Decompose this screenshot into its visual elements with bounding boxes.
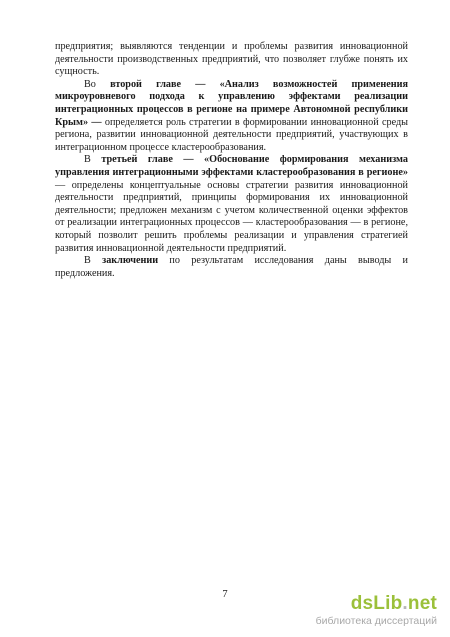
paragraph-text: — определены концептуальные основы стратегии развития инновационной деятельности предприятий, принципы формирования их инновационной деятельности; предложен механизм с учетом количественной оценки эффектов от реализации интеграционных процессов — кластерообразования — в регионе, который позволит решить проблемы реализации и управления стратегией развития инновационной деятельности предприятий. — [55, 179, 408, 254]
paragraph-chapter-three — [55, 154, 408, 255]
dslib-watermark — [317, 594, 437, 630]
chapter-two-title: второй главе — «Анализ возможностей применения микроуровневого подхода к управлению эффектами реализации интеграционных процессов в регионе на примере Автономной республики Крым» — — [55, 78, 408, 128]
document-body — [55, 41, 408, 280]
paragraph-text: Во — [84, 78, 111, 90]
paragraph-text: по результатам исследования даны выводы и предложения. — [55, 255, 409, 279]
paragraph-text: предприятия; выявляются тенденции и проблемы развития инновационной деятельности производственных предприятий, что позволяет глубже понять их сущность. — [55, 41, 408, 78]
page-number: 7 — [222, 589, 228, 600]
watermark-subtitle: библиотека диссертаций — [315, 615, 437, 627]
paragraph-text: В — [84, 255, 103, 267]
paragraph-intro-continuation — [55, 41, 408, 79]
paragraph-chapter-two — [55, 79, 408, 155]
paragraph-conclusion — [55, 255, 408, 280]
logo-main-text: dsLib — [350, 593, 403, 614]
chapter-three-title: третьей главе — «Обоснование формирования механизма управления интеграционными эффектами кластерообразования в регионе» — [55, 154, 409, 178]
logo-dot: . — [402, 593, 408, 614]
paragraph-text: определяется роль стратегии в формировании инновационной среды региона, развитии инновационной деятельности предприятий, участвующих в интеграционном процессе кластерообразования. — [55, 116, 408, 153]
watermark-logo — [351, 594, 437, 614]
logo-tld-text: net — [407, 593, 437, 614]
conclusion-keyword: заключении — [102, 255, 159, 267]
paragraph-text: В — [84, 154, 102, 166]
